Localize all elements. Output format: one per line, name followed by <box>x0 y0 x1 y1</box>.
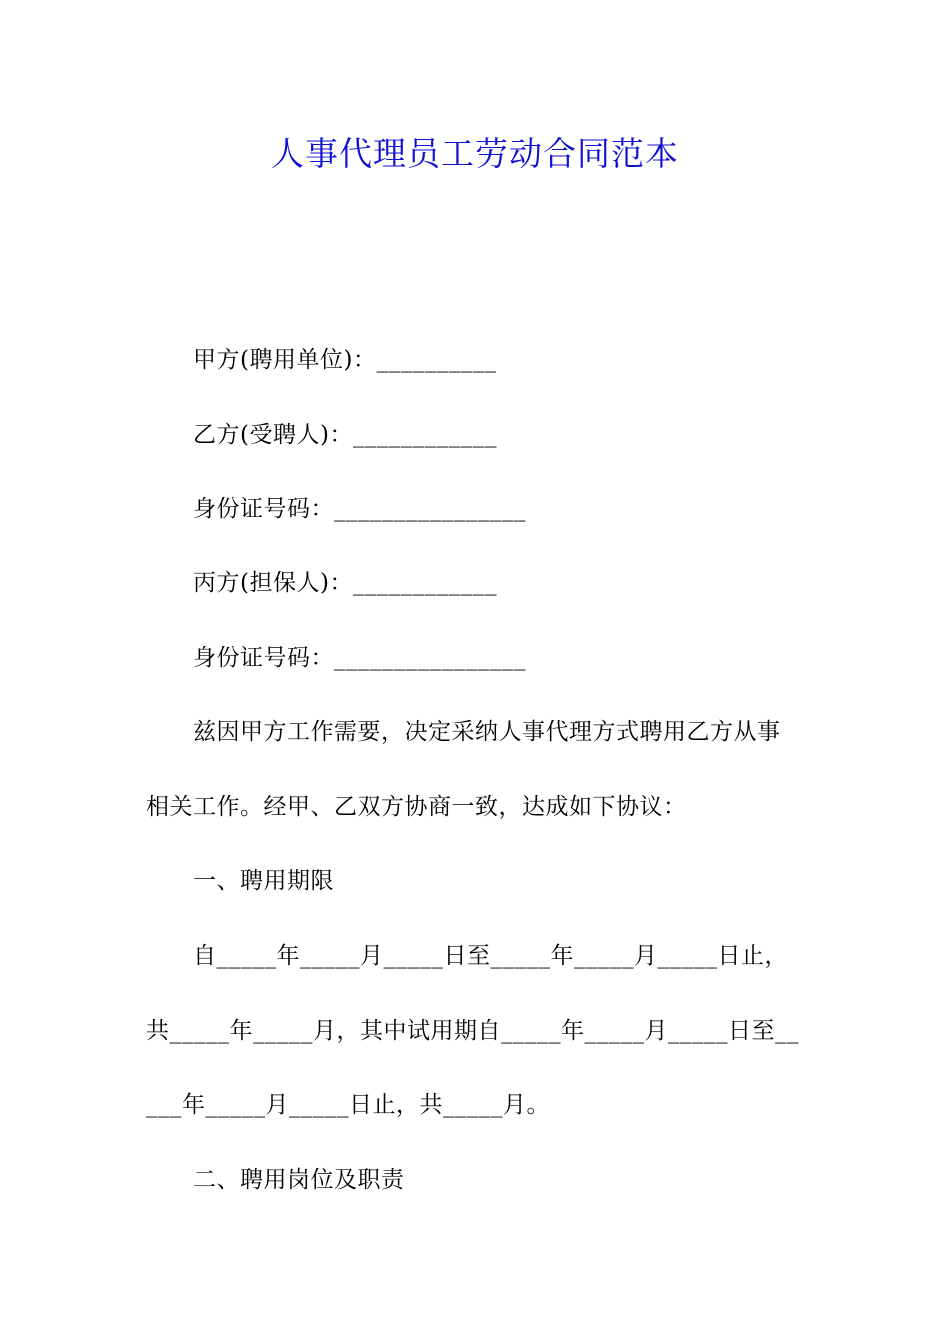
term-line-1: 自_____年_____月_____日至_____年_____月_____日止， <box>193 943 788 969</box>
party-b-id-field: 身份证号码：________________ <box>193 496 526 522</box>
party-b-field: 乙方(受聘人)：____________ <box>193 422 497 448</box>
section-1-heading: 一、聘用期限 <box>193 868 334 894</box>
intro-line-1: 兹因甲方工作需要，决定采纳人事代理方式聘用乙方从事 <box>193 719 781 745</box>
party-c-field: 丙方(担保人)：____________ <box>193 570 497 596</box>
party-a-field: 甲方(聘用单位)：__________ <box>193 347 497 373</box>
intro-line-2: 相关工作。经甲、乙双方协商一致，达成如下协议： <box>146 794 687 820</box>
section-2-heading: 二、聘用岗位及职责 <box>193 1167 405 1193</box>
document-title: 人事代理员工劳动合同范本 <box>271 134 679 173</box>
term-line-2: 共_____年_____月，其中试用期自_____年_____月_____日至__ <box>146 1018 799 1044</box>
term-line-3: ___年_____月_____日止，共_____月。 <box>146 1092 550 1118</box>
party-c-id-field: 身份证号码：________________ <box>193 645 526 671</box>
